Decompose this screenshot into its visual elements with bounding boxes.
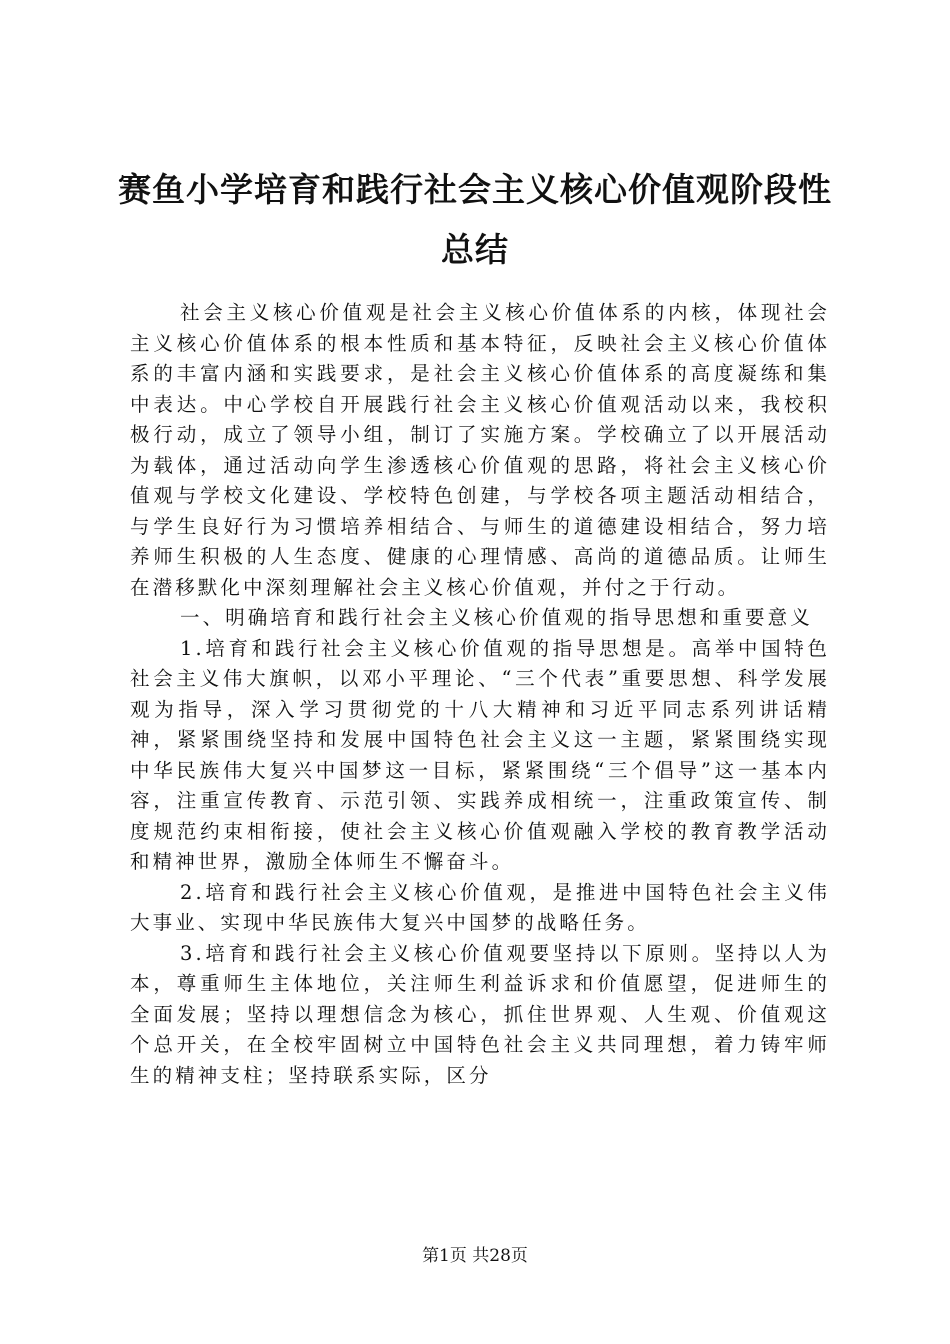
document-body [130, 298, 830, 1091]
paragraph-intro: 社会主义核心价值观是社会主义核心价值体系的内核，体现社会主义核心价值体系的根本性质和基本特征，反映社会主义核心价值体系的丰富内涵和实践要求，是社会主义核心价值体系的高度凝练和集中表达。中心学校自开展践行社会主义核心价值观活动以来，我校积极行动，成立了领导小组，制订了实施方案。学校确立了以开展活动为载体，通过活动向学生渗透核心价值观的思路，将社会主义核心价值观与学校文化建设、学校特色创建，与学校各项主题活动相结合，与学生良好行为习惯培养相结合、与师生的道德建设相结合，努力培养师生积极的人生态度、健康的心理情感、高尚的道德品质。让师生在潜移默化中深刻理解社会主义核心价值观，并付之于行动。 [130, 301, 830, 599]
paragraph-section-heading: 一、明确培育和践行社会主义核心价值观的指导思想和重要意义 [180, 606, 813, 629]
paragraph-item-1: 1.培育和践行社会主义核心价值观的指导思想是。高举中国特色社会主义伟大旗帜，以邓小平理论、“三个代表”重要思想、科学发展观为指导，深入学习贯彻党的十八大精神和习近平同志系列讲话精神，紧紧围绕坚持和发展中国特色社会主义这一主题，紧紧围绕实现中华民族伟大复兴中国梦这一目标，紧紧围绕“三个倡导”这一基本内容，注重宣传教育、示范引领、实践养成相统一，注重政策宣传、制度规范约束相衔接，使社会主义核心价值观融入学校的教育教学活动和精神世界，激励全体师生不懈奋斗。 [130, 636, 830, 873]
document-title: 赛鱼小学培育和践行社会主义核心价值观阶段性总结 [118, 170, 832, 269]
paragraph-item-3: 3.培育和践行社会主义核心价值观要坚持以下原则。坚持以人为本，尊重师生主体地位，关注师生利益诉求和价值愿望，促进师生的全面发展；坚持以理想信念为核心，抓住世界观、人生观、价值观这个总开关，在全校牢固树立中国特色社会主义共同理想，着力铸牢师生的精神支柱；坚持联系实际，区分 [130, 941, 830, 1087]
paragraph-item-2: 2.培育和践行社会主义核心价值观，是推进中国特色社会主义伟大事业、实现中华民族伟大复兴中国梦的战略任务。 [130, 880, 830, 934]
page-footer: 第1页 共28页 [422, 1246, 528, 1266]
